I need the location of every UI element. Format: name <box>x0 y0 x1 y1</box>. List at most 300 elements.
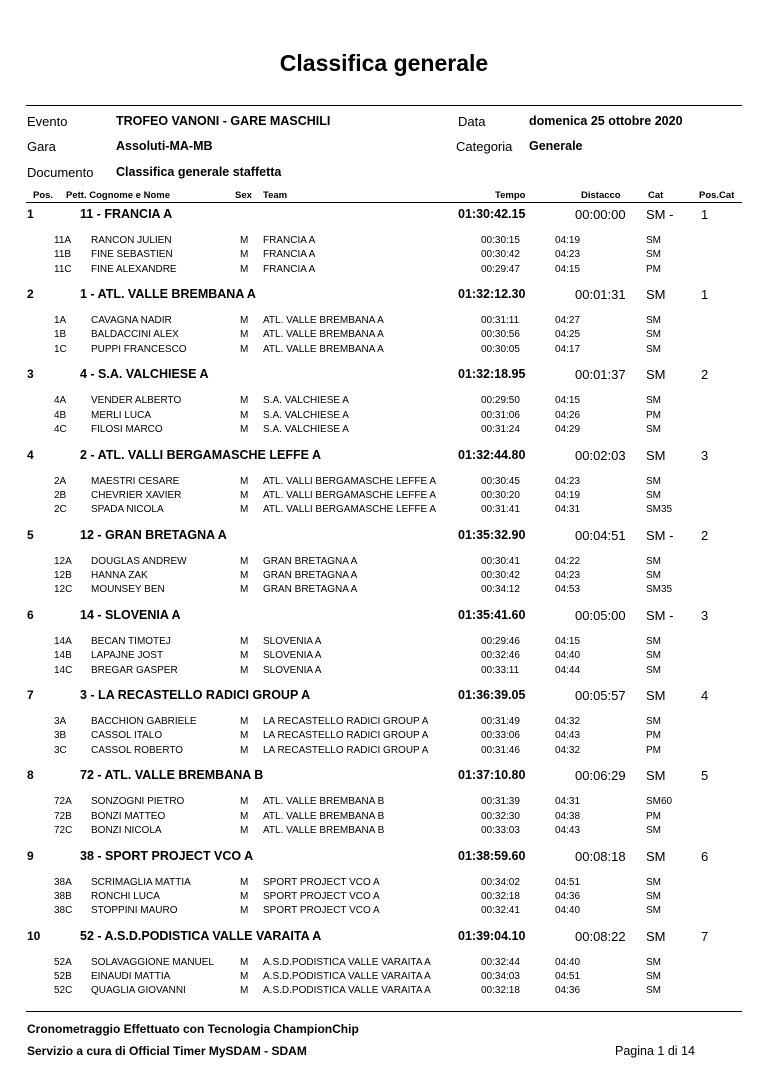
column-header-sex: Sex <box>235 190 252 201</box>
team-name: 38 - SPORT PROJECT VCO A <box>80 848 254 863</box>
athlete-team: ATL. VALLE BREMBANA B <box>263 824 385 836</box>
column-header-poscat: Pos.Cat <box>699 190 735 201</box>
team-category: SM - <box>646 608 674 623</box>
athlete-sex: M <box>240 650 249 662</box>
athlete-name: QUAGLIA GIOVANNI <box>91 985 186 997</box>
athlete-row <box>0 825 768 839</box>
athlete-bib: 38B <box>54 890 72 902</box>
athlete-name: HANNA ZAK <box>91 570 148 582</box>
athlete-bib: 52A <box>54 956 72 968</box>
athlete-category: PM <box>646 810 661 822</box>
athlete-time: 00:30:56 <box>481 329 520 341</box>
athlete-name: SOLAVAGGIONE MANUEL <box>91 956 214 968</box>
team-category-position: 1 <box>701 287 709 303</box>
athlete-name: SCRIMAGLIA MATTIA <box>91 876 191 888</box>
team-time: 01:37:10.80 <box>458 768 526 783</box>
team-position: 1 <box>27 207 34 221</box>
athlete-sex: M <box>240 249 249 261</box>
team-position: 10 <box>27 928 41 943</box>
team-category: SM <box>646 928 666 944</box>
athlete-time: 00:31:46 <box>481 744 520 756</box>
page-number: Pagina 1 di 14 <box>615 1044 695 1058</box>
team-category-position: 3 <box>701 608 709 623</box>
athlete-sex: M <box>240 985 249 997</box>
athlete-category: SM <box>646 235 661 246</box>
athlete-name: BREGAR GASPER <box>91 664 178 676</box>
athlete-pace: 04:51 <box>555 971 581 983</box>
team-name: 4 - S.A. VALCHIESE A <box>80 367 209 382</box>
athlete-sex: M <box>240 824 249 836</box>
column-header-tempo: Tempo <box>495 190 526 201</box>
athlete-bib: 2A <box>54 475 67 487</box>
athlete-time: 00:29:47 <box>481 263 520 275</box>
athlete-time: 00:30:45 <box>481 475 520 487</box>
athlete-time: 00:34:03 <box>481 971 520 983</box>
team-time: 01:35:32.90 <box>458 527 526 542</box>
athlete-row <box>0 584 768 598</box>
athlete-category: SM <box>646 890 661 902</box>
team-position: 4 <box>27 447 34 462</box>
athlete-time: 00:31:11 <box>481 315 520 327</box>
team-category-position: 4 <box>701 688 709 704</box>
athlete-bib: 11B <box>54 249 72 261</box>
athlete-time: 00:29:50 <box>481 395 520 407</box>
athlete-pace: 04:36 <box>555 985 581 997</box>
athlete-time: 00:31:06 <box>481 409 520 421</box>
athlete-team: GRAN BRETAGNA A <box>263 584 358 596</box>
team-category: SM <box>646 848 666 864</box>
athlete-sex: M <box>240 570 249 582</box>
athlete-bib: 12B <box>54 570 72 582</box>
athlete-pace: 04:36 <box>555 890 581 902</box>
athlete-team: SPORT PROJECT VCO A <box>263 890 380 902</box>
team-category-position: 5 <box>701 768 709 784</box>
team-category: SM <box>646 367 666 383</box>
athlete-pace: 04:22 <box>555 555 581 567</box>
athlete-category: SM <box>646 824 661 836</box>
team-category-position: 6 <box>701 848 709 864</box>
athlete-name: CHEVRIER XAVIER <box>91 489 182 501</box>
athlete-sex: M <box>240 584 249 596</box>
athlete-pace: 04:19 <box>555 235 581 246</box>
athlete-team: GRAN BRETAGNA A <box>263 570 358 582</box>
athlete-sex: M <box>240 956 249 968</box>
athlete-bib: 1A <box>54 315 67 327</box>
athlete-bib: 38C <box>54 905 73 917</box>
athlete-bib: 72A <box>54 796 72 808</box>
athlete-row <box>0 504 768 518</box>
athlete-name: CASSOL ROBERTO <box>91 744 184 756</box>
athlete-time: 00:31:39 <box>481 796 520 808</box>
athlete-row <box>0 235 768 249</box>
athlete-team: GRAN BRETAGNA A <box>263 555 358 567</box>
athlete-pace: 04:23 <box>555 249 581 261</box>
team-gap: 00:00:00 <box>575 207 626 222</box>
evento-value: TROFEO VANONI - GARE MASCHILI <box>116 114 331 128</box>
team-category: SM <box>646 688 666 704</box>
athlete-pace: 04:44 <box>555 664 581 676</box>
athlete-sex: M <box>240 423 249 435</box>
athlete-row <box>0 716 768 730</box>
footer-divider <box>26 1011 742 1012</box>
athlete-time: 00:34:12 <box>481 584 520 596</box>
team-name: 12 - GRAN BRETAGNA A <box>80 527 227 542</box>
athlete-category: SM <box>646 475 661 487</box>
athlete-pace: 04:43 <box>555 730 581 742</box>
athlete-bib: 11C <box>54 263 72 275</box>
footer-line-2: Servizio a cura di Official Timer MySDAM - SDAM <box>27 1044 307 1058</box>
athlete-pace: 04:31 <box>555 504 581 516</box>
athlete-sex: M <box>240 329 249 341</box>
athlete-name: BALDACCINI ALEX <box>91 329 179 341</box>
athlete-team: ATL. VALLE BREMBANA A <box>263 343 384 355</box>
team-position: 2 <box>27 287 34 302</box>
athlete-team: ATL. VALLE BREMBANA B <box>263 796 385 808</box>
data-label: Data <box>458 114 486 129</box>
athlete-name: MOUNSEY BEN <box>91 584 165 596</box>
team-time: 01:39:04.10 <box>458 928 526 943</box>
athlete-sex: M <box>240 235 249 246</box>
athlete-row <box>0 730 768 744</box>
athlete-pace: 04:43 <box>555 824 581 836</box>
athlete-team: ATL. VALLE BREMBANA A <box>263 315 384 327</box>
athlete-sex: M <box>240 744 249 756</box>
athlete-time: 00:30:15 <box>481 235 520 246</box>
athlete-name: MERLI LUCA <box>91 409 152 421</box>
team-category-position: 2 <box>701 367 709 383</box>
athlete-category: SM <box>646 423 661 435</box>
athlete-bib: 12A <box>54 555 72 567</box>
team-gap: 00:06:29 <box>575 768 626 784</box>
athlete-bib: 14C <box>54 664 73 676</box>
athlete-sex: M <box>240 343 249 355</box>
athlete-time: 00:31:41 <box>481 504 520 516</box>
athlete-bib: 4B <box>54 409 67 421</box>
athlete-row <box>0 410 768 424</box>
team-name: 3 - LA RECASTELLO RADICI GROUP A <box>80 688 311 703</box>
athlete-team: SPORT PROJECT VCO A <box>263 876 380 888</box>
athlete-category: SM <box>646 971 661 983</box>
athlete-sex: M <box>240 890 249 902</box>
gara-value: Assoluti-MA-MB <box>116 139 213 153</box>
athlete-sex: M <box>240 315 249 327</box>
team-category: SM <box>646 287 666 303</box>
athlete-pace: 04:40 <box>555 956 581 968</box>
athlete-bib: 3A <box>54 716 67 728</box>
athlete-category: SM60 <box>646 796 673 808</box>
athlete-time: 00:33:03 <box>481 824 520 836</box>
athlete-sex: M <box>240 395 249 407</box>
athlete-bib: 2B <box>54 489 67 501</box>
team-name: 1 - ATL. VALLE BREMBANA A <box>80 287 256 302</box>
athlete-bib: 4C <box>54 423 67 435</box>
athlete-team: FRANCIA A <box>263 235 316 246</box>
athlete-team: SLOVENIA A <box>263 636 322 647</box>
athlete-pace: 04:15 <box>555 636 581 647</box>
athlete-category: PM <box>646 730 661 742</box>
athlete-team: SLOVENIA A <box>263 650 322 662</box>
athlete-pace: 04:15 <box>555 263 581 275</box>
athlete-team: FRANCIA A <box>263 249 316 261</box>
header-divider <box>26 105 742 106</box>
athlete-sex: M <box>240 475 249 487</box>
team-position: 6 <box>27 608 34 622</box>
team-gap: 00:08:22 <box>575 928 626 944</box>
team-gap: 00:08:18 <box>575 848 626 864</box>
athlete-name: VENDER ALBERTO <box>91 395 182 407</box>
athlete-row <box>0 249 768 263</box>
athlete-team: A.S.D.PODISTICA VALLE VARAITA A <box>263 971 431 983</box>
athlete-time: 00:32:44 <box>481 956 520 968</box>
athlete-category: SM <box>646 555 661 567</box>
athlete-team: FRANCIA A <box>263 263 316 275</box>
athlete-team: LA RECASTELLO RADICI GROUP A <box>263 744 429 756</box>
athlete-name: CAVAGNA NADIR <box>91 315 172 327</box>
team-gap: 00:01:37 <box>575 367 626 383</box>
athlete-category: SM <box>646 343 661 355</box>
athlete-row <box>0 344 768 358</box>
team-time: 01:35:41.60 <box>458 608 526 622</box>
athlete-row <box>0 745 768 759</box>
athlete-time: 00:33:11 <box>481 664 520 676</box>
team-position: 9 <box>27 848 34 863</box>
documento-value: Classifica generale staffetta <box>116 165 282 179</box>
team-time: 01:30:42.15 <box>458 207 526 221</box>
athlete-row <box>0 650 768 664</box>
athlete-row <box>0 264 768 278</box>
athlete-team: S.A. VALCHIESE A <box>263 409 349 421</box>
athlete-category: SM <box>646 650 661 662</box>
athlete-bib: 12C <box>54 584 73 596</box>
athlete-category: SM <box>646 985 661 997</box>
athlete-pace: 04:51 <box>555 876 581 888</box>
athlete-row <box>0 811 768 825</box>
athlete-sex: M <box>240 730 249 742</box>
team-category-position: 3 <box>701 447 709 463</box>
athlete-bib: 1C <box>54 343 67 355</box>
team-time: 01:32:18.95 <box>458 367 526 382</box>
athlete-row <box>0 891 768 905</box>
team-category: SM - <box>646 207 674 222</box>
athlete-bib: 3C <box>54 744 67 756</box>
athlete-time: 00:31:49 <box>481 716 520 728</box>
athlete-category: SM <box>646 395 661 407</box>
athlete-row <box>0 957 768 971</box>
athlete-pace: 04:19 <box>555 489 581 501</box>
documento-label: Documento <box>27 165 94 180</box>
athlete-bib: 2C <box>54 504 67 516</box>
athlete-sex: M <box>240 716 249 728</box>
data-value: domenica 25 ottobre 2020 <box>529 114 683 128</box>
athlete-bib: 14B <box>54 650 72 662</box>
column-header-cat: Cat <box>648 190 664 201</box>
column-header-divider <box>26 202 742 203</box>
athlete-time: 00:32:18 <box>481 890 520 902</box>
athlete-row <box>0 315 768 329</box>
team-position: 7 <box>27 688 34 703</box>
athlete-pace: 04:40 <box>555 650 581 662</box>
athlete-pace: 04:40 <box>555 905 581 917</box>
team-category-position: 2 <box>701 527 709 543</box>
athlete-pace: 04:25 <box>555 329 581 341</box>
athlete-category: SM <box>646 905 661 917</box>
evento-label: Evento <box>27 114 68 129</box>
athlete-sex: M <box>240 489 249 501</box>
athlete-row <box>0 556 768 570</box>
athlete-pace: 04:32 <box>555 716 581 728</box>
athlete-pace: 04:23 <box>555 475 581 487</box>
athlete-name: SPADA NICOLA <box>91 504 164 516</box>
athlete-row <box>0 877 768 891</box>
athlete-row <box>0 665 768 679</box>
athlete-bib: 72C <box>54 824 73 836</box>
athlete-category: SM <box>646 315 661 327</box>
athlete-category: SM <box>646 489 661 501</box>
team-category-position: 1 <box>701 207 709 222</box>
athlete-row <box>0 395 768 409</box>
athlete-category: SM <box>646 664 661 676</box>
athlete-category: SM <box>646 716 661 728</box>
athlete-bib: 4A <box>54 395 67 407</box>
athlete-team: LA RECASTELLO RADICI GROUP A <box>263 730 429 742</box>
athlete-name: FILOSI MARCO <box>91 423 163 435</box>
athlete-pace: 04:38 <box>555 810 581 822</box>
athlete-sex: M <box>240 636 249 647</box>
athlete-category: SM35 <box>646 584 673 596</box>
athlete-time: 00:30:41 <box>481 555 520 567</box>
team-time: 01:32:44.80 <box>458 447 526 462</box>
column-header-team: Team <box>263 190 288 201</box>
team-name: 14 - SLOVENIA A <box>80 608 181 622</box>
athlete-sex: M <box>240 810 249 822</box>
athlete-row <box>0 796 768 810</box>
team-gap: 00:05:57 <box>575 688 626 704</box>
team-position: 5 <box>27 527 34 542</box>
athlete-row <box>0 971 768 985</box>
athlete-time: 00:30:20 <box>481 489 520 501</box>
athlete-team: ATL. VALLI BERGAMASCHE LEFFE A <box>263 504 437 516</box>
athlete-team: A.S.D.PODISTICA VALLE VARAITA A <box>263 956 431 968</box>
athlete-pace: 04:31 <box>555 796 581 808</box>
team-name: 2 - ATL. VALLI BERGAMASCHE LEFFE A <box>80 447 321 462</box>
athlete-row <box>0 985 768 999</box>
athlete-pace: 04:27 <box>555 315 581 327</box>
athlete-name: FINE ALEXANDRE <box>91 263 177 275</box>
athlete-name: MAESTRI CESARE <box>91 475 180 487</box>
athlete-sex: M <box>240 905 249 917</box>
footer-line-1: Cronometraggio Effettuato con Tecnologia ChampionChip <box>27 1022 359 1036</box>
athlete-team: LA RECASTELLO RADICI GROUP A <box>263 716 429 728</box>
athlete-sex: M <box>240 971 249 983</box>
athlete-time: 00:34:02 <box>481 876 520 888</box>
athlete-sex: M <box>240 263 249 275</box>
athlete-bib: 52C <box>54 985 73 997</box>
athlete-category: SM <box>646 876 661 888</box>
athlete-bib: 11A <box>54 235 72 246</box>
athlete-category: SM <box>646 956 661 968</box>
categoria-value: Generale <box>529 139 583 153</box>
team-gap: 00:04:51 <box>575 527 626 543</box>
team-category: SM <box>646 447 666 463</box>
athlete-category: PM <box>646 409 661 421</box>
team-gap: 00:02:03 <box>575 447 626 463</box>
team-name: 52 - A.S.D.PODISTICA VALLE VARAITA A <box>80 928 322 943</box>
team-category-position: 7 <box>701 928 709 944</box>
team-gap: 00:05:00 <box>575 608 626 623</box>
athlete-category: PM <box>646 263 661 275</box>
athlete-time: 00:31:24 <box>481 423 520 435</box>
athlete-bib: 14A <box>54 636 72 647</box>
athlete-time: 00:32:18 <box>481 985 520 997</box>
athlete-name: STOPPINI MAURO <box>91 905 178 917</box>
page-title: Classifica generale <box>279 50 489 76</box>
team-position: 8 <box>27 768 34 783</box>
athlete-bib: 38A <box>54 876 72 888</box>
athlete-sex: M <box>240 876 249 888</box>
athlete-category: SM <box>646 570 661 582</box>
athlete-time: 00:29:46 <box>481 636 520 647</box>
athlete-row <box>0 570 768 584</box>
athlete-row <box>0 490 768 504</box>
athlete-name: BONZI NICOLA <box>91 824 162 836</box>
athlete-team: SPORT PROJECT VCO A <box>263 905 380 917</box>
athlete-team: SLOVENIA A <box>263 664 322 676</box>
team-gap: 00:01:31 <box>575 287 626 303</box>
athlete-bib: 1B <box>54 329 67 341</box>
athlete-pace: 04:15 <box>555 395 581 407</box>
athlete-name: DOUGLAS ANDREW <box>91 555 187 567</box>
athlete-category: PM <box>646 744 661 756</box>
athlete-time: 00:30:42 <box>481 570 520 582</box>
athlete-category: SM <box>646 636 661 647</box>
athlete-pace: 04:53 <box>555 584 581 596</box>
athlete-category: SM <box>646 249 661 261</box>
athlete-bib: 52B <box>54 971 72 983</box>
team-name: 11 - FRANCIA A <box>80 207 173 221</box>
athlete-time: 00:30:42 <box>481 249 520 261</box>
athlete-team: ATL. VALLI BERGAMASCHE LEFFE A <box>263 489 437 501</box>
team-category: SM <box>646 768 666 784</box>
athlete-sex: M <box>240 664 249 676</box>
athlete-sex: M <box>240 796 249 808</box>
athlete-name: CASSOL ITALO <box>91 730 163 742</box>
athlete-team: ATL. VALLE BREMBANA A <box>263 329 384 341</box>
athlete-team: ATL. VALLE BREMBANA B <box>263 810 385 822</box>
athlete-category: SM <box>646 329 661 341</box>
athlete-sex: M <box>240 504 249 516</box>
athlete-team: ATL. VALLI BERGAMASCHE LEFFE A <box>263 475 437 487</box>
athlete-pace: 04:23 <box>555 570 581 582</box>
athlete-pace: 04:29 <box>555 423 581 435</box>
athlete-name: BECAN TIMOTEJ <box>91 636 171 647</box>
athlete-row <box>0 329 768 343</box>
athlete-pace: 04:26 <box>555 409 581 421</box>
athlete-name: EINAUDI MATTIA <box>91 971 171 983</box>
athlete-team: S.A. VALCHIESE A <box>263 423 349 435</box>
athlete-name: LAPAJNE JOST <box>91 650 164 662</box>
athlete-name: PUPPI FRANCESCO <box>91 343 187 355</box>
athlete-team: S.A. VALCHIESE A <box>263 395 349 407</box>
athlete-row <box>0 424 768 438</box>
categoria-label: Categoria <box>456 139 513 154</box>
athlete-row <box>0 476 768 490</box>
athlete-time: 00:32:46 <box>481 650 520 662</box>
athlete-bib: 72B <box>54 810 72 822</box>
gara-label: Gara <box>27 139 56 154</box>
athlete-name: RANCON JULIEN <box>91 235 172 246</box>
athlete-row <box>0 636 768 650</box>
column-header-pett: Pett. Cognome e Nome <box>66 190 170 201</box>
